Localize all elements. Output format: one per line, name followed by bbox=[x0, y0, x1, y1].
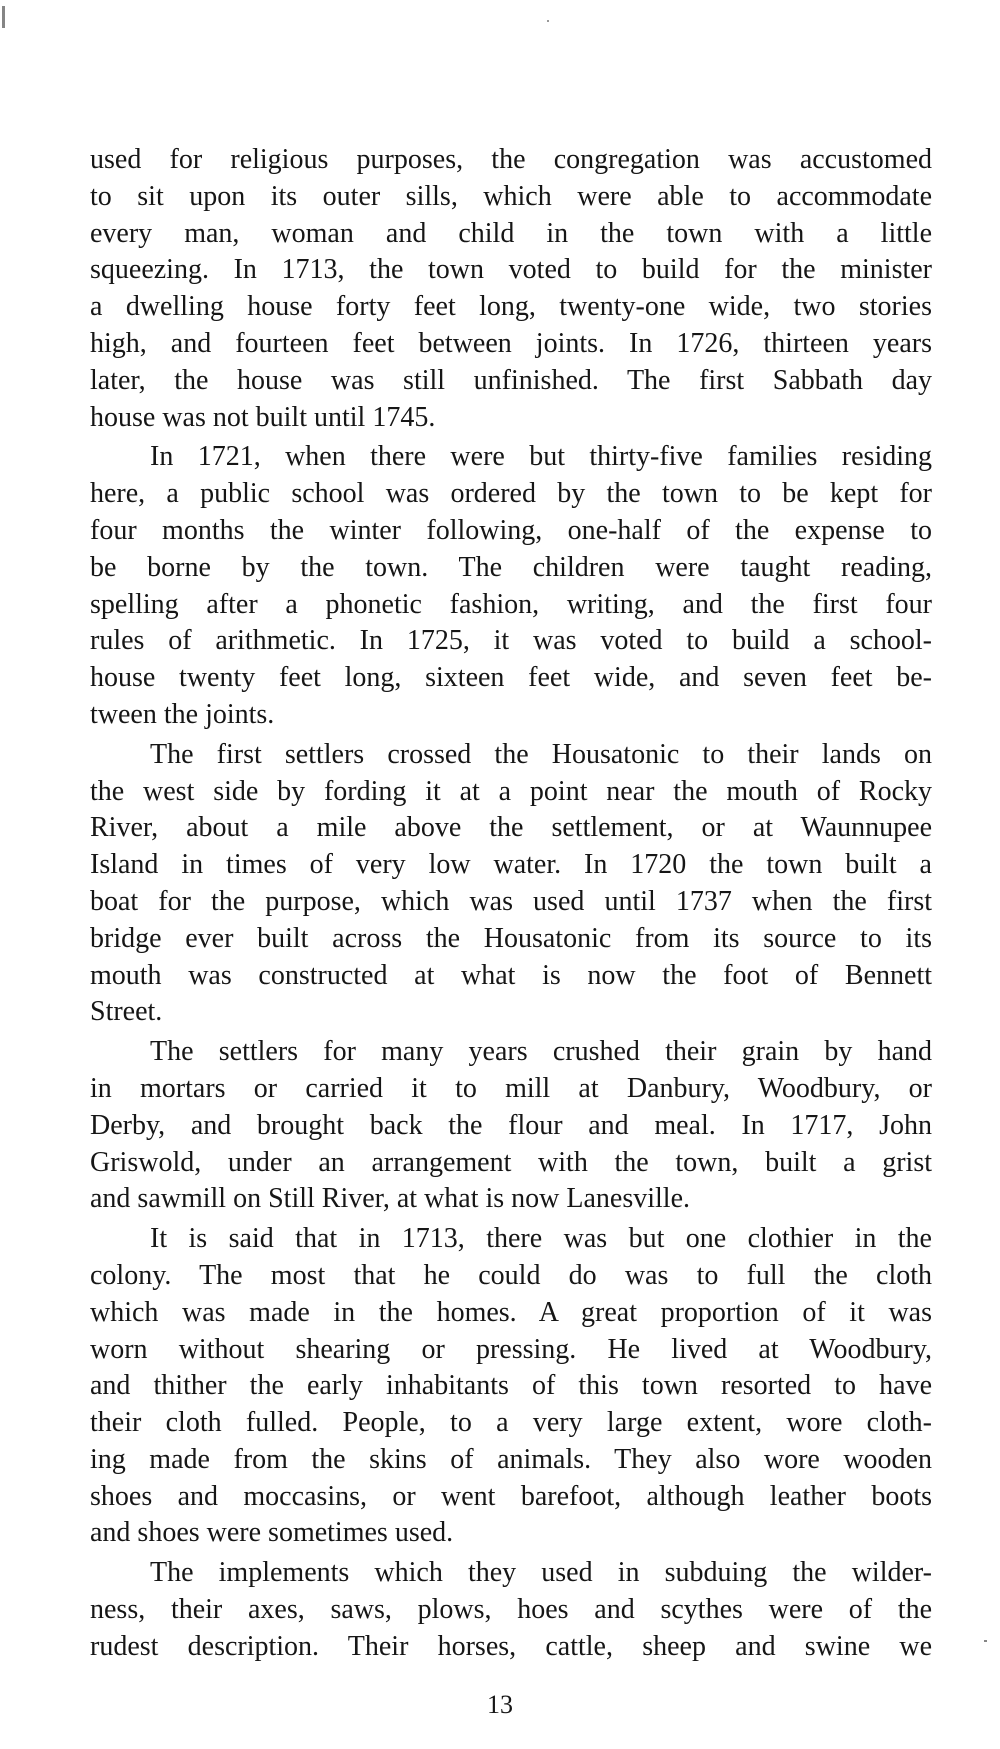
text-line: here, a public school was ordered by the town to be kept for bbox=[90, 478, 932, 510]
paragraph bbox=[90, 1555, 932, 1665]
text-line: mouth was constructed at what is now the foot of Bennett bbox=[90, 959, 932, 991]
text-line: Street. bbox=[90, 996, 163, 1028]
text-line: high, and fourteen feet between joints. In 1726, thirteen years bbox=[90, 327, 932, 359]
paragraph bbox=[90, 737, 932, 1031]
text-line: It is said that in 1713, there was but one clothier in the bbox=[150, 1223, 932, 1255]
text-line: every man, woman and child in the town with a little bbox=[90, 217, 932, 249]
text-line: which was made in the homes. A great proportion of it was bbox=[90, 1296, 932, 1328]
text-line: Island in times of very low water. In 1720 the town built a bbox=[90, 849, 932, 881]
text-line: the west side by fording it at a point near the mouth of Rocky bbox=[90, 775, 932, 807]
text-line: used for religious purposes, the congregation was accustomed bbox=[90, 144, 932, 175]
text-line: Griswold, under an arrangement with the town, built a grist bbox=[90, 1146, 932, 1178]
text-line: The settlers for many years crushed their grain by hand bbox=[150, 1036, 932, 1068]
text-line: house twenty feet long, sixteen feet wide, and seven feet be- bbox=[90, 662, 932, 694]
text-line: boat for the purpose, which was used until 1737 when the first bbox=[90, 885, 932, 917]
text-line: ness, their axes, saws, plows, hoes and scythes were of the bbox=[90, 1594, 932, 1626]
scan-mark bbox=[984, 1640, 987, 1642]
text-line: and shoes were sometimes used. bbox=[90, 1517, 454, 1549]
scan-mark bbox=[2, 6, 5, 28]
text-line: and sawmill on Still River, at what is now Lanesville. bbox=[90, 1183, 691, 1215]
text-line: be borne by the town. The children were taught reading, bbox=[90, 551, 932, 583]
paragraph bbox=[90, 1221, 932, 1552]
text-line: a dwelling house forty feet long, twenty-one wide, two stories bbox=[90, 291, 932, 323]
text-line: The first settlers crossed the Housatonic to their lands on bbox=[150, 738, 932, 770]
scan-mark bbox=[547, 20, 549, 22]
paragraph bbox=[90, 1034, 932, 1218]
text-line: worn without shearing or pressing. He lived at Woodbury, bbox=[90, 1333, 932, 1365]
text-line: spelling after a phonetic fashion, writing, and the first four bbox=[90, 588, 932, 620]
text-line: house was not built until 1745. bbox=[90, 401, 436, 433]
text-line: rudest description. Their horses, cattle, sheep and swine we bbox=[90, 1630, 932, 1662]
paragraph bbox=[90, 142, 932, 436]
text-line: The implements which they used in subduing the wilder- bbox=[150, 1557, 932, 1589]
text-line: to sit upon its outer sills, which were able to accommodate bbox=[90, 180, 932, 212]
text-line: and thither the early inhabitants of this town resorted to have bbox=[90, 1370, 932, 1402]
text-line: colony. The most that he could do was to full the cloth bbox=[90, 1259, 932, 1291]
text-line: later, the house was still unfinished. The first Sabbath day bbox=[90, 364, 932, 396]
text-line: In 1721, when there were but thirty-five families residing bbox=[150, 441, 932, 473]
text-line: their cloth fulled. People, to a very large extent, wore cloth- bbox=[90, 1407, 932, 1439]
text-line: four months the winter following, one-half of the expense to bbox=[90, 514, 932, 546]
text-line: rules of arithmetic. In 1725, it was voted to build a school- bbox=[90, 625, 932, 657]
text-line: Derby, and brought back the flour and meal. In 1717, John bbox=[90, 1109, 932, 1141]
text-line: tween the joints. bbox=[90, 698, 275, 730]
page-number: 13 bbox=[487, 1690, 513, 1719]
text-line: squeezing. In 1713, the town voted to build for the minister bbox=[90, 254, 932, 286]
text-line: ing made from the skins of animals. They also wore wooden bbox=[90, 1443, 932, 1475]
text-line: shoes and moccasins, or went barefoot, although leather boots bbox=[90, 1480, 932, 1512]
text-line: bridge ever built across the Housatonic from its source to its bbox=[90, 922, 932, 954]
text-line: in mortars or carried it to mill at Danbury, Woodbury, or bbox=[90, 1072, 932, 1104]
text-line: River, about a mile above the settlement, or at Waunnupee bbox=[90, 812, 932, 844]
paragraph bbox=[90, 439, 932, 733]
page-body bbox=[90, 142, 932, 1666]
